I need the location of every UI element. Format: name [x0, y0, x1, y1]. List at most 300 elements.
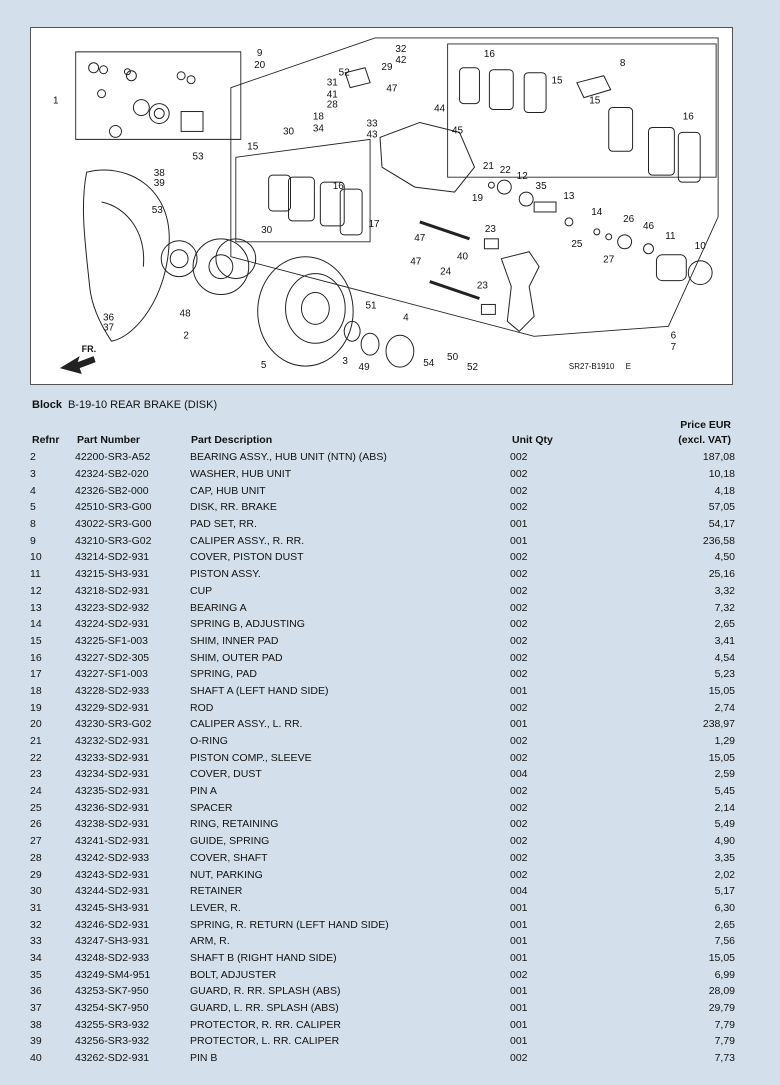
cell-refnr: 19	[30, 701, 42, 714]
cell-unit-qty: 002	[510, 851, 528, 864]
cell-description: BOLT, ADJUSTER	[190, 968, 277, 981]
cell-refnr: 38	[30, 1018, 42, 1031]
cell-description: GUIDE, SPRING	[190, 835, 270, 848]
cell-unit-qty: 002	[510, 1052, 528, 1065]
cell-unit-qty: 001	[510, 985, 528, 998]
cell-price: 3,32	[714, 584, 735, 597]
callout: 2	[183, 330, 189, 342]
cell-price: 187,08	[702, 451, 735, 464]
parts-table	[30, 449, 735, 1066]
callout: 5	[260, 360, 267, 372]
callout: 11	[665, 230, 676, 242]
table-row	[30, 616, 735, 633]
cell-part-number: 42324-SB2-020	[75, 468, 149, 481]
cell-description: GUARD, L. RR. SPLASH (ABS)	[190, 1002, 339, 1015]
cell-refnr: 15	[30, 634, 42, 647]
cell-part-number: 43248-SD2-933	[75, 951, 150, 964]
cell-unit-qty: 002	[510, 568, 528, 581]
cell-refnr: 35	[30, 968, 42, 981]
callout: 14	[591, 206, 603, 218]
cell-part-number: 43227-SF1-003	[75, 668, 148, 681]
table-row	[30, 749, 735, 766]
callout: 23	[476, 280, 488, 292]
callout: 23	[484, 223, 496, 235]
cell-part-number: 43245-SH3-931	[75, 901, 150, 914]
table-row	[30, 683, 735, 700]
cell-description: CAP, HUB UNIT	[190, 484, 266, 497]
col-header-part-number: Part Number	[77, 434, 141, 446]
cell-unit-qty: 002	[510, 818, 528, 831]
callout: 43	[366, 129, 378, 141]
callout: 6	[670, 330, 677, 342]
cell-price: 4,50	[714, 551, 735, 564]
cell-refnr: 9	[30, 534, 36, 547]
callout: 38	[153, 168, 165, 180]
cell-refnr: 20	[30, 718, 42, 731]
cell-description: SHIM, OUTER PAD	[190, 651, 283, 664]
cell-part-number: 43210-SR3-G02	[75, 534, 152, 547]
cell-part-number: 43218-SD2-931	[75, 584, 150, 597]
cell-price: 7,79	[714, 1035, 735, 1048]
callout: 48	[179, 308, 191, 320]
exploded-parts-diagram	[30, 27, 733, 385]
table-row	[30, 916, 735, 933]
cell-description: PROTECTOR, R. RR. CALIPER	[190, 1018, 341, 1031]
cell-unit-qty: 001	[510, 684, 528, 697]
cell-description: RETAINER	[190, 885, 243, 898]
cell-refnr: 26	[30, 818, 42, 831]
cell-price: 10,18	[708, 468, 735, 481]
table-row	[30, 532, 735, 549]
cell-part-number: 43262-SD2-931	[75, 1052, 150, 1065]
cell-part-number: 43253-SK7-950	[75, 985, 149, 998]
cell-part-number: 43223-SD2-932	[75, 601, 150, 614]
cell-unit-qty: 001	[510, 1018, 528, 1031]
table-row	[30, 449, 735, 466]
callout: 53	[151, 204, 163, 216]
callout: 22	[499, 165, 511, 177]
cell-refnr: 36	[30, 985, 42, 998]
col-header-refnr: Refnr	[32, 434, 60, 446]
cell-part-number: 43235-SD2-931	[75, 785, 150, 798]
table-row	[30, 733, 735, 750]
cell-price: 5,49	[714, 818, 735, 831]
cell-price: 28,09	[708, 985, 735, 998]
table-row	[30, 1033, 735, 1050]
table-row	[30, 816, 735, 833]
table-row	[30, 1016, 735, 1033]
cell-refnr: 31	[30, 901, 42, 914]
cell-part-number: 43256-SR3-932	[75, 1035, 150, 1048]
cell-description: WASHER, HUB UNIT	[190, 468, 292, 481]
table-row	[30, 549, 735, 566]
table-row	[30, 833, 735, 850]
callout: 20	[254, 59, 266, 71]
cell-description: COVER, PISTON DUST	[190, 551, 304, 564]
table-row	[30, 850, 735, 867]
callout: 32	[395, 43, 407, 55]
callout: 21	[482, 161, 494, 173]
table-row	[30, 466, 735, 483]
table-row	[30, 482, 735, 499]
cell-price: 2,59	[714, 768, 735, 781]
diagram-code: SR27-B1910	[568, 362, 615, 372]
table-row	[30, 699, 735, 716]
cell-part-number: 42326-SB2-000	[75, 484, 149, 497]
cell-unit-qty: 002	[510, 584, 528, 597]
block-heading	[32, 399, 217, 411]
cell-unit-qty: 001	[510, 1002, 528, 1015]
cell-price: 29,79	[708, 1002, 735, 1015]
cell-description: CALIPER ASSY., L. RR.	[190, 718, 303, 731]
callout: 52	[466, 362, 479, 374]
callout: 35	[535, 181, 547, 193]
callout: 12	[516, 171, 528, 183]
cell-description: PISTON COMP., SLEEVE	[190, 751, 312, 764]
front-direction-arrow	[60, 344, 96, 374]
cell-part-number: 43232-SD2-931	[75, 735, 150, 748]
cell-description: NUT, PARKING	[190, 868, 263, 881]
cell-description: ARM, R.	[190, 935, 230, 948]
cell-unit-qty: 001	[510, 1035, 528, 1048]
cell-price: 3,41	[714, 634, 735, 647]
callout: 10	[694, 240, 706, 252]
cell-refnr: 18	[30, 684, 42, 697]
callout: 36	[103, 312, 115, 324]
cell-part-number: 43230-SR3-G02	[75, 718, 152, 731]
callout: 51	[365, 300, 377, 312]
cell-description: PISTON ASSY.	[190, 568, 261, 581]
callout: 53	[192, 151, 204, 163]
block-label: Block	[32, 399, 62, 411]
callout: 15	[247, 141, 259, 153]
table-row	[30, 633, 735, 650]
callout: 39	[153, 178, 165, 190]
table-row	[30, 583, 735, 600]
callout: 26	[623, 213, 635, 225]
cell-price: 2,74	[714, 701, 735, 714]
callout: 45	[452, 125, 464, 137]
cell-refnr: 16	[30, 651, 42, 664]
cell-unit-qty: 002	[510, 484, 528, 497]
cell-description: SHAFT B (RIGHT HAND SIDE)	[190, 951, 337, 964]
cell-price: 2,65	[714, 618, 735, 631]
table-row	[30, 666, 735, 683]
cell-refnr: 37	[30, 1002, 42, 1015]
cell-unit-qty: 001	[510, 951, 528, 964]
cell-description: SPACER	[190, 801, 233, 814]
col-header-price-line1: Price EUR	[680, 419, 731, 431]
table-row	[30, 499, 735, 516]
col-header-description: Part Description	[191, 434, 273, 446]
cell-price: 54,17	[708, 518, 735, 531]
cell-refnr: 5	[30, 501, 36, 514]
cell-part-number: 42200-SR3-A52	[75, 451, 151, 464]
table-row	[30, 566, 735, 583]
table-row	[30, 1000, 735, 1017]
cell-part-number: 43246-SD2-931	[75, 918, 150, 931]
cell-part-number: 43022-SR3-G00	[75, 518, 152, 531]
cell-description: CUP	[190, 584, 213, 597]
cell-unit-qty: 002	[510, 785, 528, 798]
table-row	[30, 900, 735, 917]
cell-part-number: 43215-SH3-931	[75, 568, 150, 581]
cell-refnr: 27	[30, 835, 42, 848]
cell-part-number: 43236-SD2-931	[75, 801, 150, 814]
callout: 33	[366, 118, 378, 130]
callout: 47	[386, 83, 398, 95]
cell-part-number: 43228-SD2-933	[75, 684, 150, 697]
callout: 16	[682, 111, 694, 123]
cell-unit-qty: 004	[510, 768, 528, 781]
callout: 8	[619, 57, 626, 69]
cell-description: PIN A	[190, 785, 217, 798]
callout: 44	[434, 103, 446, 115]
cell-refnr: 14	[30, 618, 42, 631]
table-row	[30, 766, 735, 783]
cell-refnr: 30	[30, 885, 42, 898]
cell-unit-qty: 002	[510, 735, 528, 748]
callout: 15	[551, 75, 563, 87]
cell-price: 6,30	[714, 901, 735, 914]
cell-refnr: 21	[30, 735, 42, 748]
group-callouts	[53, 44, 706, 373]
cell-refnr: 33	[30, 935, 42, 948]
cell-description: O-RING	[190, 735, 228, 748]
callout: 3	[342, 356, 348, 368]
cell-price: 2,65	[714, 918, 735, 931]
cell-part-number: 43234-SD2-931	[75, 768, 150, 781]
callout: 27	[603, 254, 615, 266]
cell-refnr: 28	[30, 851, 42, 864]
cell-unit-qty: 002	[510, 551, 528, 564]
cell-description: DISK, RR. BRAKE	[190, 501, 277, 514]
callout: 49	[358, 362, 370, 374]
cell-refnr: 11	[30, 568, 41, 581]
cell-part-number: 43229-SD2-931	[75, 701, 150, 714]
cell-part-number: 43238-SD2-931	[75, 818, 150, 831]
cell-description: COVER, SHAFT	[190, 851, 268, 864]
callout: 42	[395, 54, 407, 66]
cell-unit-qty: 002	[510, 468, 528, 481]
col-header-price-line2: (excl. VAT)	[678, 434, 731, 446]
cell-part-number: 43214-SD2-931	[75, 551, 150, 564]
callout: 47	[414, 232, 426, 244]
table-row	[30, 649, 735, 666]
cell-description: GUARD, R. RR. SPLASH (ABS)	[190, 985, 341, 998]
callout: 30	[261, 224, 273, 236]
table-row	[30, 516, 735, 533]
direction-label: FR.	[81, 344, 97, 355]
cell-price: 2,02	[714, 868, 735, 881]
callout: 13	[563, 191, 575, 203]
cell-unit-qty: 002	[510, 751, 528, 764]
cell-unit-qty: 002	[510, 801, 528, 814]
cell-part-number: 43243-SD2-931	[75, 868, 150, 881]
callout: 34	[312, 123, 324, 135]
cell-refnr: 29	[30, 868, 42, 881]
callout: 41	[326, 89, 338, 101]
cell-price: 238,97	[702, 718, 735, 731]
cell-unit-qty: 001	[510, 918, 528, 931]
cell-unit-qty: 001	[510, 901, 528, 914]
callout: 47	[410, 256, 422, 268]
cell-description: LEVER, R.	[190, 901, 241, 914]
callout: 37	[103, 322, 115, 334]
diagram-svg	[31, 28, 732, 384]
cell-refnr: 22	[30, 751, 42, 764]
cell-description: BEARING ASSY., HUB UNIT (NTN) (ABS)	[190, 451, 387, 464]
cell-description: SPRING, PAD	[190, 668, 257, 681]
cell-description: PIN B	[190, 1052, 218, 1065]
callout: 29	[381, 61, 393, 73]
callout: 30	[282, 126, 295, 138]
cell-unit-qty: 002	[510, 601, 528, 614]
cell-refnr: 12	[30, 584, 42, 597]
cell-part-number: 43255-SR3-932	[75, 1018, 150, 1031]
cell-price: 3,35	[714, 851, 735, 864]
cell-part-number: 43233-SD2-931	[75, 751, 150, 764]
cell-refnr: 8	[30, 518, 36, 531]
callout: 24	[440, 266, 452, 278]
cell-description: SHIM, INNER PAD	[190, 634, 279, 647]
cell-price: 7,73	[714, 1052, 735, 1065]
callout: 28	[326, 99, 338, 111]
cell-refnr: 32	[30, 918, 42, 931]
cell-price: 15,05	[708, 751, 735, 764]
cell-price: 7,56	[714, 935, 735, 948]
cell-price: 15,05	[708, 951, 735, 964]
callout: 19	[471, 193, 483, 205]
cell-description: PAD SET, RR.	[190, 518, 257, 531]
cell-part-number: 43227-SD2-305	[75, 651, 150, 664]
table-row	[30, 883, 735, 900]
cell-refnr: 23	[30, 768, 42, 781]
cell-description: PROTECTOR, L. RR. CALIPER	[190, 1035, 340, 1048]
cell-description: CALIPER ASSY., R. RR.	[190, 534, 305, 547]
callout: 9	[256, 47, 263, 59]
cell-part-number: 43247-SH3-931	[75, 935, 150, 948]
cell-refnr: 2	[30, 451, 36, 464]
callout: 25	[571, 238, 583, 250]
table-row	[30, 799, 735, 816]
callout: 17	[368, 218, 380, 230]
cell-unit-qty: 002	[510, 968, 528, 981]
callout: 4	[403, 312, 409, 324]
cell-part-number: 42510-SR3-G00	[75, 501, 152, 514]
cell-description: SPRING, R. RETURN (LEFT HAND SIDE)	[190, 918, 389, 931]
callout: 50	[447, 352, 459, 364]
col-header-unit-qty: Unit Qty	[512, 434, 553, 446]
cell-price: 7,79	[714, 1018, 735, 1031]
cell-refnr: 4	[30, 484, 36, 497]
table-row	[30, 866, 735, 883]
cell-price: 1,29	[714, 735, 735, 748]
cell-description: COVER, DUST	[190, 768, 262, 781]
cell-price: 7,32	[714, 601, 735, 614]
cell-refnr: 40	[30, 1052, 42, 1065]
cell-unit-qty: 001	[510, 935, 528, 948]
cell-description: BEARING A	[190, 601, 247, 614]
cell-part-number: 43254-SK7-950	[75, 1002, 149, 1015]
cell-description: ROD	[190, 701, 214, 714]
cell-unit-qty: 001	[510, 534, 528, 547]
cell-description: SHAFT A (LEFT HAND SIDE)	[190, 684, 329, 697]
cell-unit-qty: 002	[510, 668, 528, 681]
callout: 16	[483, 48, 495, 60]
cell-unit-qty: 002	[510, 868, 528, 881]
cell-refnr: 10	[30, 551, 42, 564]
callout: 46	[642, 220, 655, 232]
block-title: B-19-10 REAR BRAKE (DISK)	[67, 399, 218, 411]
cell-unit-qty: 001	[510, 718, 528, 731]
callout: 15	[589, 95, 601, 107]
cell-price: 57,05	[708, 501, 735, 514]
diagram-code-suffix: E	[625, 362, 631, 372]
table-row	[30, 950, 735, 967]
table-row	[30, 599, 735, 616]
cell-unit-qty: 001	[510, 518, 528, 531]
cell-unit-qty: 002	[510, 618, 528, 631]
table-row	[30, 1050, 735, 1067]
cell-price: 6,99	[714, 968, 735, 981]
cell-refnr: 13	[30, 601, 42, 614]
cell-price: 5,17	[714, 885, 735, 898]
cell-part-number: 43249-SM4-951	[75, 968, 151, 981]
callout: 52	[338, 67, 350, 79]
cell-price: 25,16	[708, 568, 735, 581]
table-row	[30, 966, 735, 983]
cell-unit-qty: 002	[510, 701, 528, 714]
table-row	[30, 983, 735, 1000]
cell-part-number: 43244-SD2-931	[75, 885, 150, 898]
cell-price: 5,45	[714, 785, 735, 798]
cell-price: 5,23	[714, 668, 735, 681]
cell-price: 15,05	[708, 684, 735, 697]
table-row	[30, 716, 735, 733]
cell-refnr: 3	[30, 468, 36, 481]
callout: 1	[53, 95, 59, 107]
cell-part-number: 43241-SD2-931	[75, 835, 150, 848]
cell-description: SPRING B, ADJUSTING	[190, 618, 305, 631]
cell-unit-qty: 002	[510, 651, 528, 664]
callout: 16	[332, 181, 344, 193]
callout: 54	[423, 358, 435, 370]
cell-part-number: 43225-SF1-003	[75, 634, 148, 647]
parts-table-body	[30, 449, 735, 1066]
cell-description: RING, RETAINING	[190, 818, 279, 831]
cell-price: 236,58	[702, 534, 735, 547]
cell-unit-qty: 002	[510, 501, 528, 514]
cell-unit-qty: 002	[510, 451, 528, 464]
cell-price: 4,54	[714, 651, 735, 664]
cell-unit-qty: 002	[510, 634, 528, 647]
cell-refnr: 39	[30, 1035, 42, 1048]
callout: 31	[326, 77, 338, 89]
cell-refnr: 24	[30, 785, 42, 798]
cell-price: 4,18	[714, 484, 735, 497]
table-row	[30, 933, 735, 950]
cell-part-number: 43242-SD2-933	[75, 851, 150, 864]
cell-refnr: 34	[30, 951, 42, 964]
cell-price: 4,90	[714, 835, 735, 848]
callout: 18	[312, 111, 324, 123]
table-row	[30, 783, 735, 800]
cell-unit-qty: 002	[510, 835, 528, 848]
cell-part-number: 43224-SD2-931	[75, 618, 150, 631]
callout: 40	[457, 251, 469, 263]
cell-refnr: 25	[30, 801, 42, 814]
